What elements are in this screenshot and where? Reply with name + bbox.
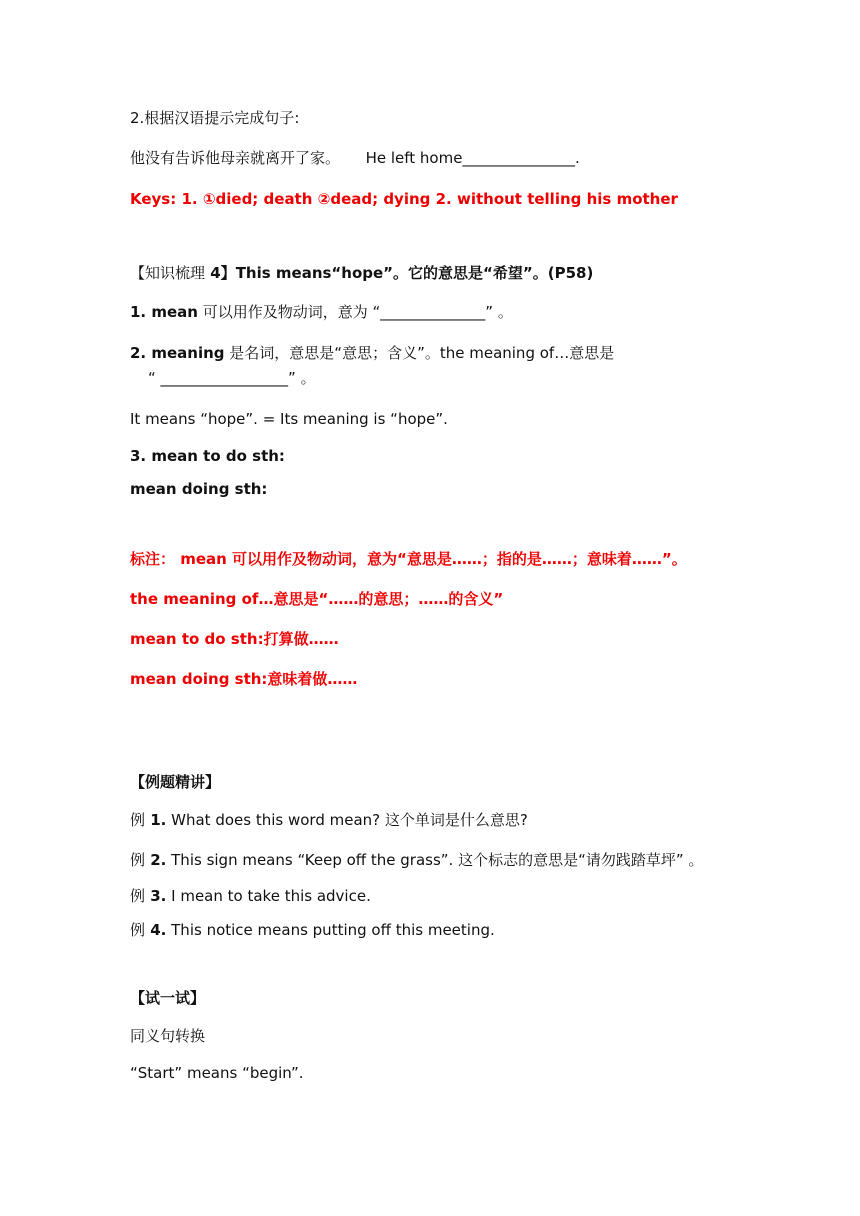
note-line-3: mean to do sth:打算做…… bbox=[130, 630, 339, 648]
example-prefix: 例 bbox=[130, 887, 146, 905]
example-equation: It means “hope”. = Its meaning is “hope”. bbox=[130, 410, 448, 428]
example-4-text: This notice means putting off this meeting. bbox=[166, 921, 495, 939]
item-3b: mean doing sth: bbox=[130, 480, 268, 498]
example-prefix: 例 bbox=[130, 851, 146, 869]
item-2-text: 是名词，意思是“意思；含义”。the meaning of…意思是 bbox=[224, 344, 615, 362]
knowledge-point-text: This means“hope”。它的意思是“希望”。(P58) bbox=[235, 264, 594, 282]
example-4-num: 4. bbox=[145, 921, 167, 939]
example-2-num: 2. bbox=[145, 851, 167, 869]
example-4 bbox=[130, 920, 495, 940]
item-1-label: 1. mean bbox=[130, 303, 198, 321]
knowledge-point-4-title bbox=[130, 263, 593, 283]
example-3 bbox=[130, 886, 371, 906]
answer-keys: Keys: 1. ①died; death ②dead; dying 2. without telling his mother bbox=[130, 190, 678, 208]
question-2-sentence bbox=[130, 148, 580, 168]
example-2 bbox=[130, 850, 703, 870]
item-1 bbox=[130, 302, 513, 322]
try-sentence: “Start” means “begin”. bbox=[130, 1064, 304, 1082]
note-line-4: mean doing sth:意味着做…… bbox=[130, 670, 358, 688]
example-3-text: I mean to take this advice. bbox=[166, 887, 371, 905]
item-2 bbox=[130, 343, 614, 363]
examples-heading: 【例题精讲】 bbox=[130, 773, 221, 791]
knowledge-point-bracket: 【知识梳理 bbox=[130, 264, 206, 282]
example-2-text: This sign means “Keep off the grass”. 这个标志的意思是“请勿践踏草坪” 。 bbox=[166, 851, 704, 869]
example-3-num: 3. bbox=[145, 887, 167, 905]
item-1-text: 可以用作及物动词，意为 “______________” 。 bbox=[197, 303, 513, 321]
try-heading: 【试一试】 bbox=[130, 989, 206, 1007]
example-1 bbox=[130, 810, 528, 830]
note-line-2: the meaning of…意思是“……的意思；……的含义” bbox=[130, 590, 504, 608]
question-2-heading: 2.根据汉语提示完成句子: bbox=[130, 109, 300, 127]
knowledge-point-number: 4】 bbox=[205, 264, 236, 282]
note-line-1: 标注： mean 可以用作及物动词，意为“意思是……；指的是……；意味着……”。 bbox=[130, 550, 687, 568]
try-subheading: 同义句转换 bbox=[130, 1027, 206, 1045]
item-2-label: 2. meaning bbox=[130, 344, 225, 362]
example-1-text: What does this word mean? 这个单词是什么意思? bbox=[166, 811, 528, 829]
example-1-num: 1. bbox=[145, 811, 167, 829]
item-3: 3. mean to do sth: bbox=[130, 447, 285, 465]
example-prefix: 例 bbox=[130, 811, 146, 829]
question-2-chinese: 他没有告诉他母亲就离开了家。 bbox=[130, 149, 341, 167]
question-2-english-blank: He left home_______________. bbox=[365, 149, 580, 167]
example-prefix: 例 bbox=[130, 921, 146, 939]
item-2-continued: “ _________________” 。 bbox=[148, 369, 316, 387]
